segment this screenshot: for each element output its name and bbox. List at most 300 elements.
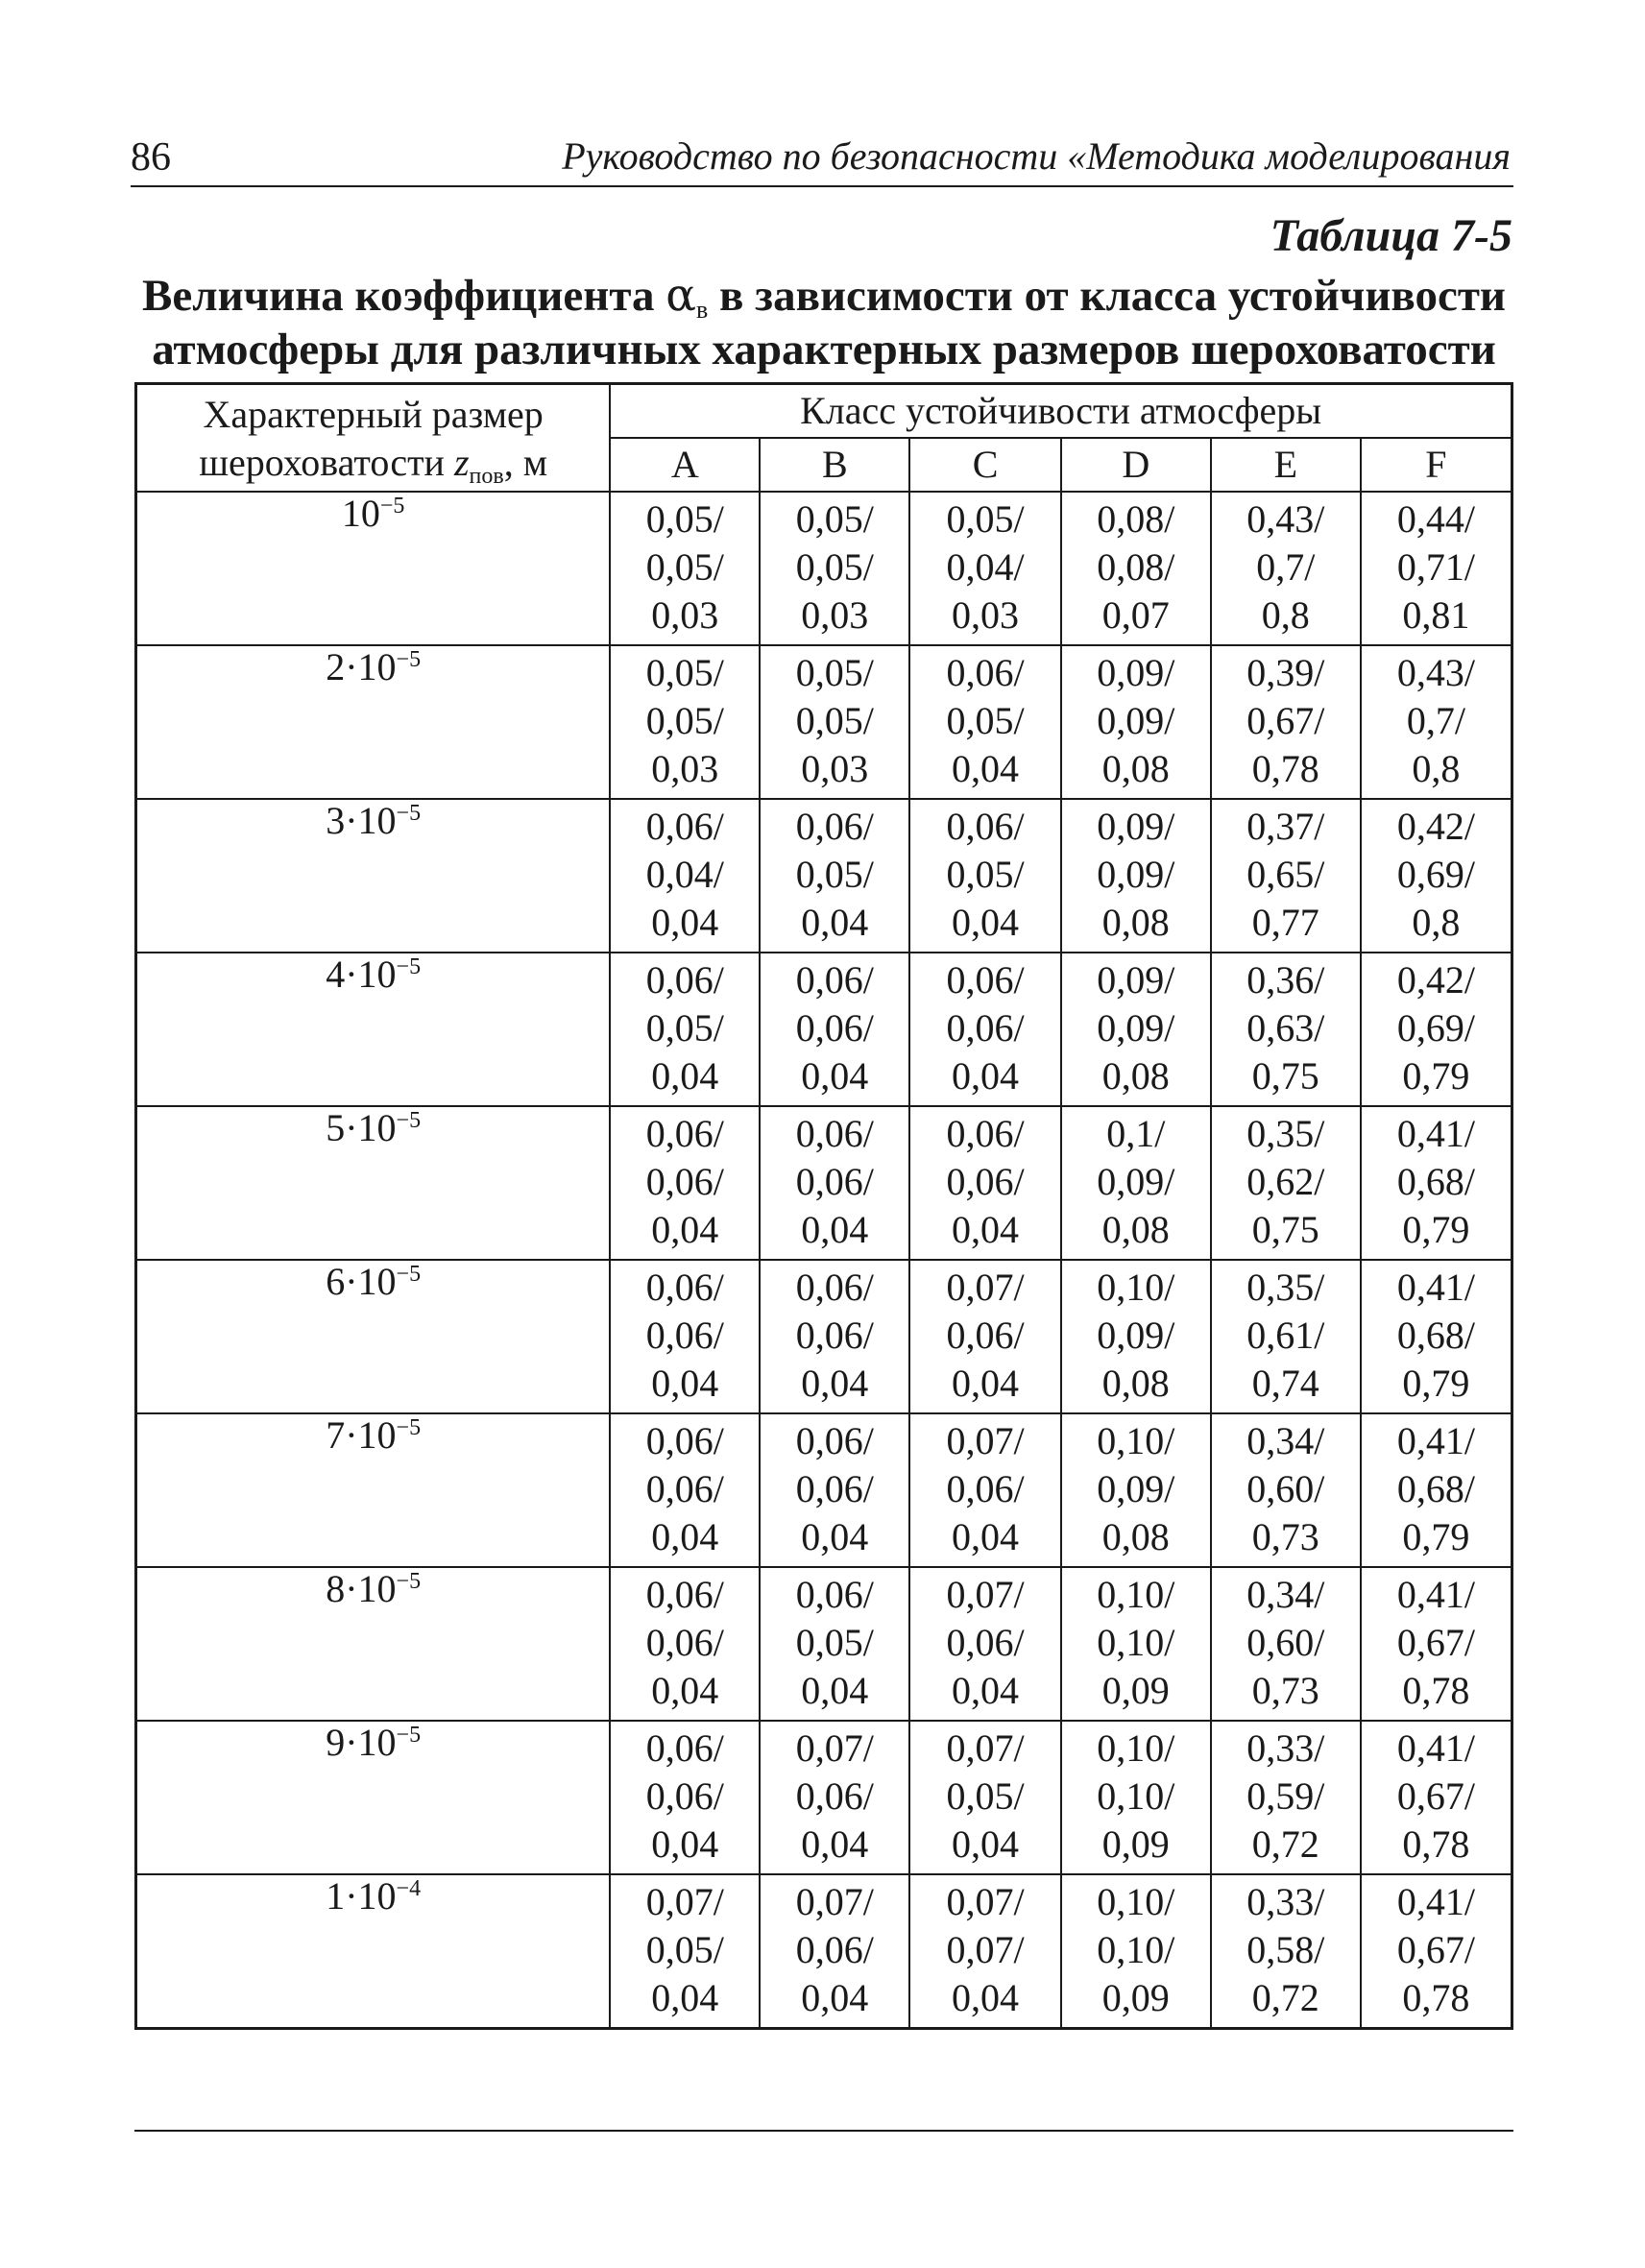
roughness-exponent: −5	[379, 493, 405, 519]
coefficient-value: 0,05/	[645, 698, 724, 742]
coefficient-value: 0,05/	[795, 1620, 874, 1664]
coefficient-value: 0,03	[801, 746, 869, 790]
roughness-multiplier: 4·	[326, 952, 358, 996]
coefficient-value: 0,08	[1101, 1514, 1170, 1558]
coefficient-value: 0,7/	[1406, 698, 1465, 742]
coefficient-value: 0,07/	[946, 1879, 1025, 1923]
coefficient-value: 0,04	[952, 900, 1020, 944]
coefficient-value: 0,05/	[795, 698, 874, 742]
roughness-header-line-2	[137, 439, 609, 490]
roughness-value	[136, 1413, 611, 1567]
coefficient-value: 0,06/	[795, 804, 874, 848]
coefficient-value: 0,09/	[1097, 1466, 1175, 1510]
coefficient-value: 0,62/	[1246, 1159, 1325, 1203]
coefficient-value: 0,06/	[645, 1418, 724, 1462]
coefficient-cell-d	[1061, 1567, 1211, 1721]
coefficient-value: 0,09	[1101, 1668, 1170, 1712]
coefficient-value: 0,06/	[645, 957, 724, 1001]
coefficient-value: 0,06/	[645, 1572, 724, 1616]
table-row	[136, 645, 1512, 799]
roughness-multiplier: 3·	[326, 798, 358, 842]
coefficient-value: 0,68/	[1396, 1313, 1475, 1357]
coefficient-value: 0,06/	[795, 1159, 874, 1203]
roughness-value	[136, 1106, 611, 1260]
coefficient-cell-d	[1061, 645, 1211, 799]
coefficient-cell-b	[760, 1106, 909, 1260]
coefficient-value: 0,59/	[1246, 1773, 1325, 1818]
coefficient-value: 0,67/	[1396, 1620, 1475, 1664]
coefficient-value: 0,09	[1101, 1975, 1170, 2019]
coefficient-value: 0,03	[651, 746, 719, 790]
coefficient-value: 0,09/	[1097, 804, 1175, 848]
coefficient-value: 0,68/	[1396, 1159, 1475, 1203]
roughness-unit: , м	[503, 441, 548, 485]
coefficient-value: 0,41/	[1396, 1572, 1475, 1616]
roughness-base: 10	[357, 1873, 397, 1918]
coefficient-value: 0,69/	[1396, 852, 1475, 896]
coefficient-value: 0,07/	[946, 1418, 1025, 1462]
coefficient-value: 0,06/	[795, 1773, 874, 1818]
coefficient-cell-f	[1361, 492, 1512, 645]
coefficient-value: 0,04	[952, 1668, 1020, 1712]
coefficient-value: 0,06/	[645, 1111, 724, 1155]
coefficient-cell-e	[1211, 1567, 1361, 1721]
coefficient-value: 0,03	[651, 592, 719, 637]
coefficient-value: 0,06/	[946, 1111, 1025, 1155]
coefficient-value: 0,06/	[946, 1466, 1025, 1510]
coefficient-value: 0,04	[801, 900, 869, 944]
coefficient-value: 0,04	[651, 1975, 719, 2019]
coefficient-value: 0,08	[1101, 1207, 1170, 1251]
coefficient-value: 0,04	[952, 1053, 1020, 1098]
coefficient-value: 0,8	[1412, 746, 1461, 790]
coefficient-value: 0,06/	[795, 1927, 874, 1971]
coefficient-value: 0,06/	[645, 804, 724, 848]
class-header-c: C	[909, 438, 1061, 492]
coefficient-value: 0,05/	[645, 496, 724, 541]
coefficient-value: 0,78	[1402, 1975, 1470, 2019]
coefficient-cell-e	[1211, 1106, 1361, 1260]
coefficient-value: 0,06/	[645, 1265, 724, 1309]
coefficient-value: 0,05/	[946, 698, 1025, 742]
roughness-value	[136, 1567, 611, 1721]
coefficient-value: 0,60/	[1246, 1620, 1325, 1664]
coefficient-value: 0,60/	[1246, 1466, 1325, 1510]
roughness-value	[136, 1874, 611, 2029]
table-row	[136, 1721, 1512, 1874]
roughness-base: 10	[357, 644, 397, 688]
coefficient-value: 0,33/	[1246, 1725, 1325, 1770]
coefficient-value: 0,04	[952, 1207, 1020, 1251]
coefficient-cell-a	[610, 1721, 760, 1874]
coefficient-value: 0,06/	[946, 1159, 1025, 1203]
coefficient-cell-f	[1361, 799, 1512, 953]
coefficient-value: 0,06/	[645, 1725, 724, 1770]
coefficient-value: 0,8	[1261, 592, 1310, 637]
table-row	[136, 799, 1512, 953]
coefficient-value: 0,07/	[645, 1879, 724, 1923]
coefficient-value: 0,08	[1101, 1053, 1170, 1098]
coefficient-value: 0,03	[952, 592, 1020, 637]
table-row	[136, 953, 1512, 1106]
class-header-e: E	[1211, 438, 1361, 492]
coefficient-value: 0,43/	[1246, 496, 1325, 541]
coefficient-cell-f	[1361, 1106, 1512, 1260]
coefficient-value: 0,08/	[1097, 496, 1175, 541]
roughness-multiplier: 9·	[326, 1720, 358, 1764]
coefficient-cell-f	[1361, 1260, 1512, 1413]
coefficient-cell-c	[909, 1567, 1061, 1721]
coefficient-cell-a	[610, 799, 760, 953]
coefficient-value: 0,04	[651, 1822, 719, 1866]
coefficient-value: 0,79	[1402, 1361, 1470, 1405]
coefficient-value: 0,10/	[1097, 1927, 1175, 1971]
coefficient-value: 0,67/	[1246, 698, 1325, 742]
coefficient-value: 0,04	[952, 746, 1020, 790]
roughness-exponent: −5	[396, 953, 422, 979]
class-header-f: F	[1361, 438, 1512, 492]
roughness-base: 10	[357, 798, 397, 842]
coefficient-value: 0,61/	[1246, 1313, 1325, 1357]
class-header-a: A	[610, 438, 760, 492]
coefficient-cell-e	[1211, 492, 1361, 645]
coefficient-value: 0,43/	[1396, 650, 1475, 694]
coefficient-value: 0,07/	[946, 1265, 1025, 1309]
coefficient-cell-a	[610, 1260, 760, 1413]
coefficient-cell-b	[760, 492, 909, 645]
coefficient-value: 0,05/	[946, 496, 1025, 541]
coefficient-value: 0,06/	[795, 1466, 874, 1510]
coefficient-cell-f	[1361, 953, 1512, 1106]
coefficient-value: 0,04	[801, 1514, 869, 1558]
table-title	[134, 269, 1513, 376]
coefficient-value: 0,05/	[645, 650, 724, 694]
coefficient-value: 0,05/	[645, 1005, 724, 1050]
coefficient-value: 0,41/	[1396, 1725, 1475, 1770]
roughness-multiplier: 5·	[326, 1105, 358, 1149]
coefficient-value: 0,06/	[795, 1572, 874, 1616]
coefficient-value: 0,06/	[645, 1313, 724, 1357]
coefficient-value: 0,04	[952, 1975, 1020, 2019]
roughness-exponent: −5	[396, 1107, 422, 1133]
coefficient-value: 0,09/	[1097, 650, 1175, 694]
coefficient-value: 0,03	[801, 592, 869, 637]
coefficient-value: 0,04	[801, 1668, 869, 1712]
coefficient-value: 0,09/	[1097, 1159, 1175, 1203]
coefficient-cell-d	[1061, 1106, 1211, 1260]
coefficient-value: 0,04	[651, 1514, 719, 1558]
coefficient-cell-e	[1211, 645, 1361, 799]
table-row	[136, 1567, 1512, 1721]
coefficient-value: 0,09/	[1097, 852, 1175, 896]
coefficient-value: 0,1/	[1106, 1111, 1166, 1155]
roughness-value	[136, 953, 611, 1106]
coefficient-value: 0,05/	[946, 852, 1025, 896]
table-row	[136, 1413, 1512, 1567]
coefficient-cell-c	[909, 1260, 1061, 1413]
coefficient-cell-e	[1211, 1413, 1361, 1567]
coefficient-cell-e	[1211, 799, 1361, 953]
coefficient-value: 0,07/	[946, 1572, 1025, 1616]
coefficient-value: 0,06/	[946, 957, 1025, 1001]
coefficient-value: 0,04	[801, 1822, 869, 1866]
coefficient-value: 0,41/	[1396, 1265, 1475, 1309]
roughness-exponent: −5	[396, 800, 422, 826]
coefficient-value: 0,35/	[1246, 1265, 1325, 1309]
coefficient-value: 0,04	[952, 1361, 1020, 1405]
coefficient-value: 0,04	[801, 1975, 869, 2019]
coefficient-cell-c	[909, 799, 1061, 953]
coefficient-value: 0,05/	[795, 544, 874, 589]
coefficient-cell-c	[909, 953, 1061, 1106]
roughness-value	[136, 492, 611, 645]
coefficient-value: 0,41/	[1396, 1418, 1475, 1462]
coefficient-value: 0,06/	[946, 1620, 1025, 1664]
coefficient-value: 0,04	[651, 1668, 719, 1712]
coefficient-value: 0,79	[1402, 1207, 1470, 1251]
coefficient-value: 0,68/	[1396, 1466, 1475, 1510]
coefficient-value: 0,37/	[1246, 804, 1325, 848]
coefficient-cell-e	[1211, 953, 1361, 1106]
coefficient-value: 0,06/	[795, 1005, 874, 1050]
coefficient-cell-b	[760, 1413, 909, 1567]
coefficient-value: 0,09	[1101, 1822, 1170, 1866]
roughness-value	[136, 1721, 611, 1874]
coefficient-value: 0,04	[651, 1361, 719, 1405]
coefficient-value: 0,06/	[795, 1418, 874, 1462]
coefficient-value: 0,08	[1101, 746, 1170, 790]
coefficient-value: 0,67/	[1396, 1773, 1475, 1818]
table-row	[136, 1874, 1512, 2029]
coefficient-cell-f	[1361, 1721, 1512, 1874]
coefficient-cell-c	[909, 1721, 1061, 1874]
coefficient-value: 0,04	[952, 1822, 1020, 1866]
coefficient-value: 0,73	[1251, 1514, 1319, 1558]
roughness-multiplier: 7·	[326, 1412, 358, 1457]
coefficient-cell-d	[1061, 1260, 1211, 1413]
roughness-exponent: −5	[396, 1261, 422, 1287]
coefficient-value: 0,41/	[1396, 1879, 1475, 1923]
coefficient-cell-d	[1061, 953, 1211, 1106]
coefficient-value: 0,10/	[1097, 1572, 1175, 1616]
coefficient-value: 0,39/	[1246, 650, 1325, 694]
coefficient-value: 0,06/	[946, 1005, 1025, 1050]
table-title-line-2: атмосферы для различных характерных размеров шероховатости	[152, 325, 1496, 374]
bottom-rule	[134, 2130, 1513, 2132]
class-header-b: B	[760, 438, 909, 492]
coefficient-value: 0,07	[1101, 592, 1170, 637]
coefficient-value: 0,77	[1251, 900, 1319, 944]
coefficient-value: 0,73	[1251, 1668, 1319, 1712]
coefficient-value: 0,06/	[795, 957, 874, 1001]
coefficient-value: 0,05/	[795, 650, 874, 694]
page-number: 86	[131, 135, 171, 180]
coefficient-value: 0,06/	[795, 1313, 874, 1357]
coefficient-value: 0,10/	[1097, 1725, 1175, 1770]
coefficient-value: 0,78	[1402, 1822, 1470, 1866]
coefficient-value: 0,7/	[1256, 544, 1316, 589]
coefficient-value: 0,74	[1251, 1361, 1319, 1405]
roughness-multiplier: 1·	[326, 1873, 358, 1918]
roughness-base: 10	[341, 491, 380, 535]
coefficient-cell-d	[1061, 1721, 1211, 1874]
alpha-symbol: α	[665, 269, 697, 322]
coefficient-value: 0,04	[651, 900, 719, 944]
roughness-multiplier: 6·	[326, 1259, 358, 1303]
coefficient-cell-b	[760, 799, 909, 953]
coefficient-cell-a	[610, 492, 760, 645]
coefficient-value: 0,34/	[1246, 1572, 1325, 1616]
coefficient-cell-a	[610, 1106, 760, 1260]
stability-class-header: Класс устойчивости атмосферы	[610, 384, 1512, 438]
coefficient-cell-b	[760, 645, 909, 799]
coefficient-value: 0,44/	[1396, 496, 1475, 541]
coefficient-cell-e	[1211, 1874, 1361, 2029]
header-rule	[131, 185, 1513, 187]
coefficient-value: 0,58/	[1246, 1927, 1325, 1971]
coefficient-cell-c	[909, 1874, 1061, 2029]
table-title-line-1	[134, 269, 1513, 323]
coefficient-value: 0,05/	[946, 1773, 1025, 1818]
coefficient-cell-a	[610, 1567, 760, 1721]
roughness-exponent: −5	[396, 1568, 422, 1594]
coefficient-value: 0,79	[1402, 1053, 1470, 1098]
title-part-1: Величина коэффициента	[141, 271, 666, 321]
table-row	[136, 1106, 1512, 1260]
coefficient-value: 0,09/	[1097, 1005, 1175, 1050]
coefficient-cell-f	[1361, 645, 1512, 799]
coefficient-value: 0,06/	[946, 804, 1025, 848]
coefficient-cell-b	[760, 1721, 909, 1874]
coefficient-value: 0,04	[801, 1053, 869, 1098]
title-part-2: в зависимости от класса устойчивости	[708, 271, 1506, 321]
coefficient-table	[134, 382, 1513, 2030]
coefficient-cell-d	[1061, 1413, 1211, 1567]
coefficient-cell-f	[1361, 1874, 1512, 2029]
roughness-variable: z	[453, 441, 470, 485]
roughness-multiplier: 2·	[326, 644, 358, 688]
roughness-exponent: −5	[396, 1722, 422, 1748]
coefficient-value: 0,08	[1101, 1361, 1170, 1405]
coefficient-value: 0,07/	[946, 1725, 1025, 1770]
coefficient-value: 0,35/	[1246, 1111, 1325, 1155]
roughness-base: 10	[357, 1105, 397, 1149]
table-label: Таблица 7-5	[1270, 210, 1512, 261]
coefficient-value: 0,42/	[1396, 804, 1475, 848]
coefficient-cell-a	[610, 1874, 760, 2029]
coefficient-value: 0,72	[1251, 1975, 1319, 2019]
running-head: Руководство по безопасности «Методика моделирования	[562, 134, 1511, 178]
coefficient-cell-b	[760, 953, 909, 1106]
coefficient-cell-f	[1361, 1567, 1512, 1721]
class-header-d: D	[1061, 438, 1211, 492]
coefficient-value: 0,65/	[1246, 852, 1325, 896]
coefficient-value: 0,10/	[1097, 1879, 1175, 1923]
coefficient-value: 0,75	[1251, 1207, 1319, 1251]
roughness-base: 10	[357, 1259, 397, 1303]
roughness-subscript: пов	[469, 464, 504, 490]
coefficient-value: 0,09/	[1097, 1313, 1175, 1357]
coefficient-value: 0,04	[651, 1207, 719, 1251]
coefficient-value: 0,08/	[1097, 544, 1175, 589]
coefficient-value: 0,72	[1251, 1822, 1319, 1866]
coefficient-value: 0,42/	[1396, 957, 1475, 1001]
roughness-exponent: −4	[396, 1875, 422, 1901]
coefficient-value: 0,10/	[1097, 1265, 1175, 1309]
coefficient-cell-e	[1211, 1260, 1361, 1413]
coefficient-value: 0,06/	[946, 650, 1025, 694]
roughness-header	[136, 384, 611, 492]
coefficient-value: 0,10/	[1097, 1418, 1175, 1462]
coefficient-cell-b	[760, 1874, 909, 2029]
roughness-exponent: −5	[396, 1414, 422, 1440]
coefficient-value: 0,06/	[645, 1620, 724, 1664]
coefficient-value: 0,08	[1101, 900, 1170, 944]
coefficient-value: 0,05/	[645, 1927, 724, 1971]
coefficient-cell-a	[610, 953, 760, 1106]
coefficient-cell-c	[909, 492, 1061, 645]
roughness-exponent: −5	[396, 646, 422, 672]
coefficient-value: 0,34/	[1246, 1418, 1325, 1462]
coefficient-cell-d	[1061, 1874, 1211, 2029]
roughness-base: 10	[357, 1566, 397, 1610]
coefficient-value: 0,06/	[795, 1111, 874, 1155]
coefficient-value: 0,33/	[1246, 1879, 1325, 1923]
coefficient-cell-a	[610, 645, 760, 799]
coefficient-value: 0,78	[1402, 1668, 1470, 1712]
coefficient-value: 0,67/	[1396, 1927, 1475, 1971]
roughness-value	[136, 645, 611, 799]
roughness-header-line-1: Характерный размер	[203, 393, 544, 437]
coefficient-value: 0,04/	[645, 852, 724, 896]
roughness-base: 10	[357, 1412, 397, 1457]
coefficient-value: 0,36/	[1246, 957, 1325, 1001]
coefficient-value: 0,09/	[1097, 957, 1175, 1001]
coefficient-value: 0,07/	[946, 1927, 1025, 1971]
coefficient-value: 0,06/	[795, 1265, 874, 1309]
coefficient-value: 0,8	[1412, 900, 1461, 944]
coefficient-value: 0,06/	[946, 1313, 1025, 1357]
coefficient-cell-e	[1211, 1721, 1361, 1874]
coefficient-value: 0,10/	[1097, 1773, 1175, 1818]
coefficient-cell-b	[760, 1567, 909, 1721]
coefficient-value: 0,05/	[645, 544, 724, 589]
coefficient-value: 0,81	[1402, 592, 1470, 637]
coefficient-value: 0,63/	[1246, 1005, 1325, 1050]
coefficient-value: 0,07/	[795, 1725, 874, 1770]
coefficient-cell-f	[1361, 1413, 1512, 1567]
coefficient-cell-d	[1061, 799, 1211, 953]
coefficient-cell-b	[760, 1260, 909, 1413]
coefficient-value: 0,41/	[1396, 1111, 1475, 1155]
coefficient-cell-a	[610, 1413, 760, 1567]
table-row	[136, 492, 1512, 645]
coefficient-cell-d	[1061, 492, 1211, 645]
coefficient-value: 0,07/	[795, 1879, 874, 1923]
coefficient-cell-c	[909, 1106, 1061, 1260]
coefficient-value: 0,06/	[645, 1773, 724, 1818]
roughness-base: 10	[357, 952, 397, 996]
coefficient-value: 0,06/	[645, 1466, 724, 1510]
coefficient-value: 0,71/	[1396, 544, 1475, 589]
coefficient-value: 0,79	[1402, 1514, 1470, 1558]
roughness-value	[136, 1260, 611, 1413]
coefficient-value: 0,04	[952, 1514, 1020, 1558]
coefficient-value: 0,78	[1251, 746, 1319, 790]
coefficient-cell-c	[909, 1413, 1061, 1567]
alpha-subscript: в	[696, 296, 709, 324]
table-row	[136, 1260, 1512, 1413]
